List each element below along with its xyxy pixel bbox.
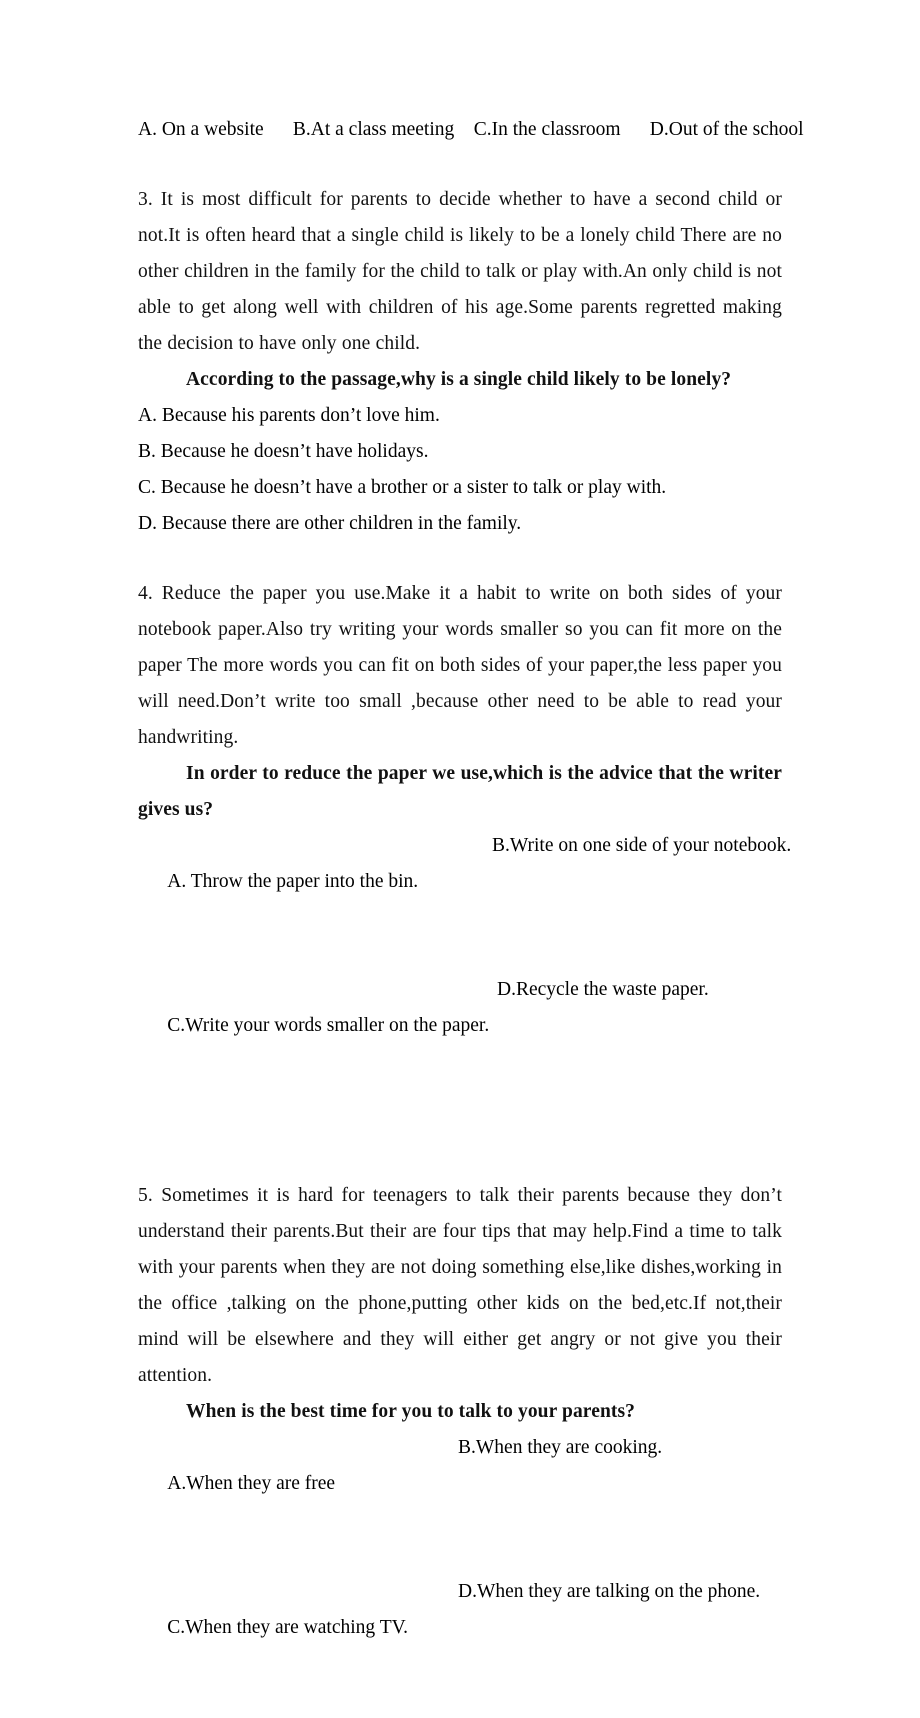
option-c[interactable]: C.When they are watching TV.: [167, 1617, 409, 1638]
question-3-options: [138, 398, 782, 542]
spacer: [138, 1116, 782, 1178]
question-5-passage: 5. Sometimes it is hard for teenagers to talk their parents because they don’t understand their parents.But their are four tips that may help.Find a time to talk with your parents when they are not doing something else,like dishes,working in the office ,talking on the phone,putting other kids on the bed,etc.If not,their mind will be elsewhere and they will either get angry or not give you their attention.: [138, 1185, 782, 1386]
option-c[interactable]: C. Because he doesn’t have a brother or a sister to talk or play with.: [138, 477, 667, 498]
question-5-options-row-1: [138, 1430, 782, 1574]
option-b[interactable]: B.When they are cooking.: [458, 1437, 663, 1458]
option-b[interactable]: B. Because he doesn’t have holidays.: [138, 441, 429, 462]
option-d[interactable]: D.When they are talking on the phone.: [458, 1581, 761, 1602]
option-a[interactable]: A. Throw the paper into the bin.: [167, 871, 419, 892]
question-3-passage: 3. It is most difficult for parents to decide whether to have a second child or not.It is often heard that a single child is likely to be a lonely child There are no other children in the family for the child to talk or play with.An only child is not able to get along well with children of his age.Some parents regretted making the decision to have only one child.: [138, 189, 782, 354]
option-d[interactable]: D.Recycle the waste paper.: [497, 979, 709, 1000]
question-3-stem: According to the passage,why is a single child likely to be lonely?: [186, 369, 732, 390]
question-4-stem: In order to reduce the paper we use,which is the advice that the writer gives us?: [138, 763, 782, 820]
spacer: [138, 148, 782, 182]
question-2-options-row: A. On a website B.At a class meeting C.In the classroom D.Out of the school: [138, 119, 804, 140]
option-c[interactable]: C.Write your words smaller on the paper.: [167, 1015, 490, 1036]
question-4-options-row-1: [138, 828, 792, 972]
option-a[interactable]: A. Because his parents don’t love him.: [138, 405, 440, 426]
option-a[interactable]: A.When they are free: [167, 1473, 336, 1494]
question-4-options-row-2: [138, 972, 782, 1116]
question-4-passage: 4. Reduce the paper you use.Make it a habit to write on both sides of your notebook paper.Also try writing your words smaller so you can fit more on the paper The more words you can fit on both sides of your paper,the less paper you will need.Don’t write too small ,because other need to be able to read your handwriting.: [138, 583, 782, 748]
question-5-stem: When is the best time for you to talk to your parents?: [186, 1401, 636, 1422]
option-d[interactable]: D. Because there are other children in the family.: [138, 513, 522, 534]
question-5-options-row-2: [138, 1574, 782, 1718]
document-text-column: [138, 112, 804, 1718]
option-b[interactable]: B.Write on one side of your notebook.: [492, 835, 792, 856]
spacer: [138, 542, 782, 576]
